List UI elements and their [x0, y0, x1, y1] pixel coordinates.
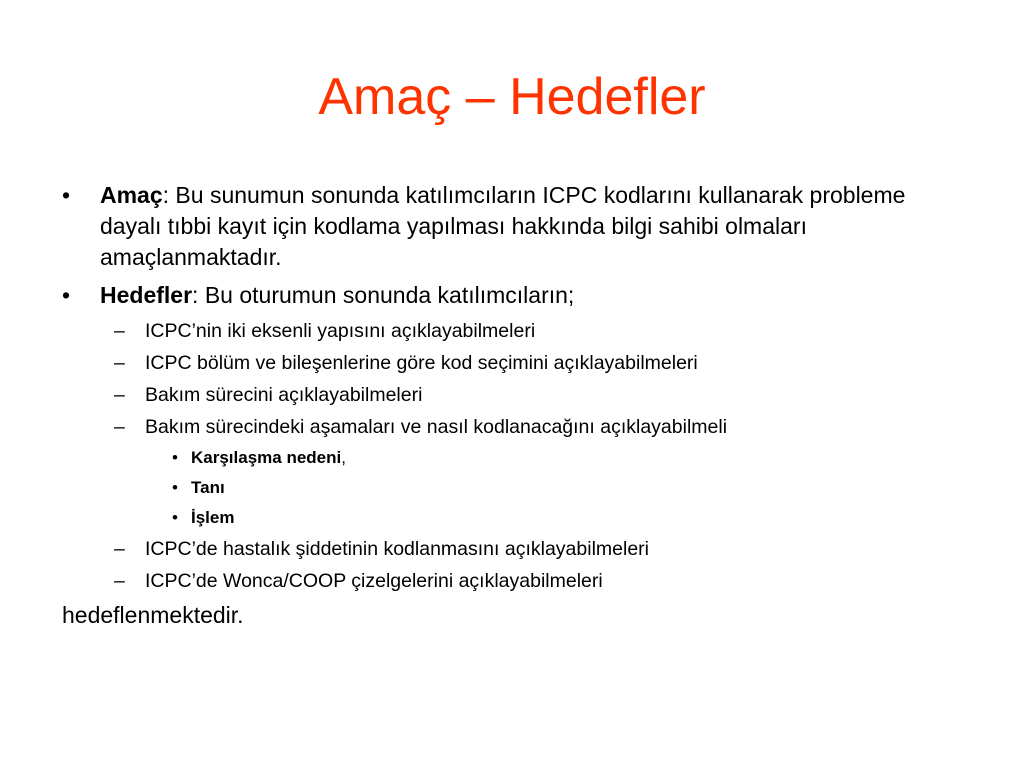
amac-label: Amaç — [100, 182, 163, 208]
stage-item — [62, 476, 962, 500]
objective-item — [62, 568, 962, 594]
stage-label: Tanı — [191, 478, 225, 497]
hedefler-label: Hedefler — [100, 282, 193, 308]
bullet-marker: • — [172, 508, 178, 527]
slide-body — [62, 180, 962, 631]
objective-text: ICPC’nin iki eksenli yapısını açıklayabilmeleri — [145, 320, 536, 342]
closing-text: hedeflenmektedir. — [62, 602, 244, 628]
objective-item — [62, 318, 962, 344]
dash-marker: – — [114, 384, 125, 406]
dash-marker: – — [114, 416, 125, 438]
dash-marker: – — [114, 320, 125, 342]
stage-item — [62, 506, 962, 530]
hedefler-text: : Bu oturumun sonunda katılımcıların; — [192, 282, 575, 308]
amac-text: : Bu sunumun sonunda katılımcıların ICPC kodlarını kullanarak probleme dayalı tıbbi kayıt için kodlama yapılması hakkında bilgi sahibi olmaları amaçlanmaktadır. — [100, 182, 906, 270]
bullet-marker: • — [172, 478, 178, 497]
objective-text: Bakım sürecindeki aşamaları ve nasıl kodlanacağını açıklayabilmeli — [145, 416, 728, 438]
objective-item — [62, 414, 962, 440]
stage-label: Karşılaşma nedeni — [191, 448, 342, 467]
objective-text: ICPC’de hastalık şiddetinin kodlanmasını açıklayabilmeleri — [145, 538, 649, 560]
objective-text: ICPC bölüm ve bileşenlerine göre kod seçimini açıklayabilmeleri — [145, 352, 698, 374]
objective-item — [62, 350, 962, 376]
stage-item — [62, 446, 962, 470]
bullet-amac — [62, 180, 962, 273]
dash-marker: – — [114, 352, 125, 374]
objective-item — [62, 536, 962, 562]
bullet-marker: • — [62, 182, 71, 208]
slide-title: Amaç – Hedefler — [318, 68, 706, 126]
objective-text: ICPC’de Wonca/COOP çizelgelerini açıklayabilmeleri — [145, 570, 603, 592]
stage-label: İşlem — [191, 508, 235, 527]
bullet-hedefler — [62, 280, 962, 311]
dash-marker: – — [114, 538, 125, 560]
objective-text: Bakım sürecini açıklayabilmeleri — [145, 384, 423, 406]
objective-item — [62, 382, 962, 408]
stage-suffix: , — [341, 448, 346, 467]
dash-marker: – — [114, 570, 125, 592]
bullet-marker: • — [62, 282, 71, 308]
bullet-marker: • — [172, 448, 178, 467]
